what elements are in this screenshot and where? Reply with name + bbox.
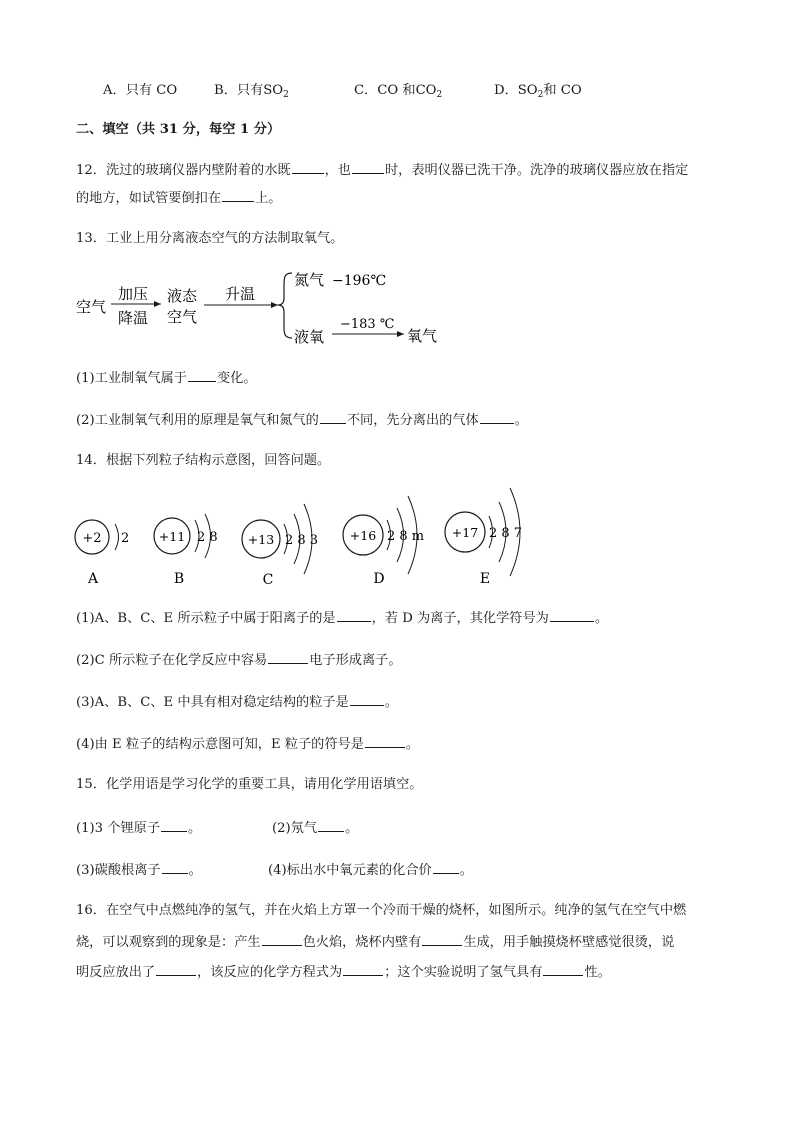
answer-blank[interactable]: [161, 818, 187, 832]
particle-b-label: B: [173, 571, 185, 587]
air-separation-diagram: [70, 268, 470, 350]
answer-blank[interactable]: [350, 692, 384, 706]
answer-blank[interactable]: [162, 860, 188, 874]
particle-a-nucleus: +2: [82, 531, 102, 546]
diagram-liquid-oxygen: 液氧: [294, 328, 325, 346]
q15-part-4: (4)标出水中氧元素的化合价 。: [268, 860, 473, 880]
diagram-arrowhead-2: [271, 302, 278, 308]
particle-b-electrons: 2 8: [197, 530, 218, 545]
q14-stem: 14．根据下列粒子结构示意图，回答问题。: [76, 453, 331, 468]
diagram-o-temp: −183 ℃: [340, 317, 395, 332]
q14-part-3: (3)A、B、C、E 中具有相对稳定结构的粒子是 。: [76, 692, 398, 712]
q16-line-3: 明反应放出了 ，该反应的化学方程式为 ；这个实验说明了氢气具有 性。: [76, 962, 611, 982]
q13-part-1: (1)工业制氧气属于 变化。: [76, 368, 257, 388]
option-c: C．CO 和$CO_2$: [354, 83, 443, 100]
particle-e: [445, 488, 522, 587]
particle-e-nucleus: +17: [451, 525, 479, 540]
particle-d-label: D: [373, 571, 385, 587]
q14-part-1: (1)A、B、C、E 所示粒子中属于阳离子的是 ，若 D 为离子，其化学符号为 。: [76, 608, 608, 628]
particle-e-label: E: [479, 571, 491, 587]
answer-blank[interactable]: [543, 962, 583, 976]
diagram-cool: 降温: [118, 309, 149, 327]
particle-c: [242, 504, 318, 588]
q12-line-1: 12．洗过的玻璃仪器内壁附着的水既 ，也 时，表明仪器已洗干净。洗净的玻璃仪器应放在指定: [76, 160, 688, 180]
diagram-nitrogen: 氮气: [294, 271, 325, 289]
diagram-n-temp: −196℃: [332, 273, 387, 289]
diagram-oxygen: 氧气: [407, 327, 438, 345]
particle-c-electrons: 2 8 3: [285, 533, 319, 548]
diagram-arrowhead-1: [154, 301, 161, 307]
particle-structure-diagrams: [66, 480, 546, 592]
q15-part-3: (3)碳酸根离子 。: [76, 860, 202, 880]
q16-line-2: 烧，可以观察到的现象是：产生 色火焰，烧杯内壁有 生成，用手触摸烧杯壁感觉很烫，说: [76, 932, 674, 952]
option-d: D．$SO_2$和 CO: [494, 83, 582, 100]
answer-blank[interactable]: [343, 962, 383, 976]
particle-b-nucleus: +11: [158, 529, 186, 544]
diagram-brace: [278, 273, 292, 338]
answer-blank[interactable]: [433, 860, 459, 874]
particle-a-label: A: [87, 571, 99, 587]
particle-d-electrons: 2 8 m: [387, 529, 425, 544]
answer-blank[interactable]: [480, 410, 514, 424]
answer-blank[interactable]: [365, 734, 405, 748]
q14-part-2: (2)C 所示粒子在化学反应中容易 电子形成离子。: [76, 650, 402, 670]
answer-blank[interactable]: [268, 650, 308, 664]
particle-e-electrons: 2 8 7: [489, 526, 523, 541]
answer-blank[interactable]: [422, 932, 462, 946]
particle-c-nucleus: +13: [247, 532, 275, 547]
particle-c-label: C: [262, 572, 274, 588]
answer-blank[interactable]: [318, 818, 344, 832]
particle-a: [75, 520, 129, 587]
section-heading: 二、填空（共 31 分，每空 1 分）: [76, 122, 281, 137]
answer-blank[interactable]: [550, 608, 594, 622]
particle-b: [154, 514, 218, 587]
answer-blank[interactable]: [222, 188, 254, 202]
answer-blank[interactable]: [262, 932, 302, 946]
option-a: A．只有 CO: [103, 83, 178, 98]
particle-a-electrons: 2: [121, 531, 130, 546]
q13-part-2: (2)工业制氧气利用的原理是氧气和氮气的 不同，先分离出的气体 。: [76, 410, 528, 430]
particle-d-nucleus: +16: [349, 528, 377, 543]
diagram-pressurize: 加压: [118, 285, 149, 303]
q14-part-4: (4)由 E 粒子的结构示意图可知，E 粒子的符号是 。: [76, 734, 419, 754]
diagram-arrowhead-3: [397, 331, 404, 337]
q12-line-2: 的地方，如试管要倒扣在 上。: [76, 188, 281, 208]
diagram-heat: 升温: [225, 285, 256, 303]
q13-stem: 13．工业上用分离液态空气的方法制取氧气。: [76, 231, 344, 246]
option-b: B．只有$SO_2$: [214, 83, 289, 100]
particle-d: [343, 496, 424, 587]
q15-part-1: (1)3 个锂原子 。: [76, 818, 201, 838]
q15-stem: 15．化学用语是学习化学的重要工具，请用化学用语填空。: [76, 777, 423, 792]
diagram-air: 空气: [76, 298, 107, 316]
diagram-liquid-top: 液态: [167, 287, 198, 305]
answer-blank[interactable]: [320, 410, 346, 424]
answer-blank[interactable]: [292, 160, 324, 174]
q16-line-1: 16．在空气中点燃纯净的氢气，并在火焰上方罩一个冷而干燥的烧杯，如图所示。纯净的氢气在空气中燃: [76, 903, 687, 918]
q15-part-2: (2)氖气 。: [272, 818, 358, 838]
answer-blank[interactable]: [156, 962, 196, 976]
answer-blank[interactable]: [337, 608, 371, 622]
answer-blank[interactable]: [352, 160, 384, 174]
answer-blank[interactable]: [188, 368, 216, 382]
diagram-liquid-bottom: 空气: [167, 308, 198, 326]
